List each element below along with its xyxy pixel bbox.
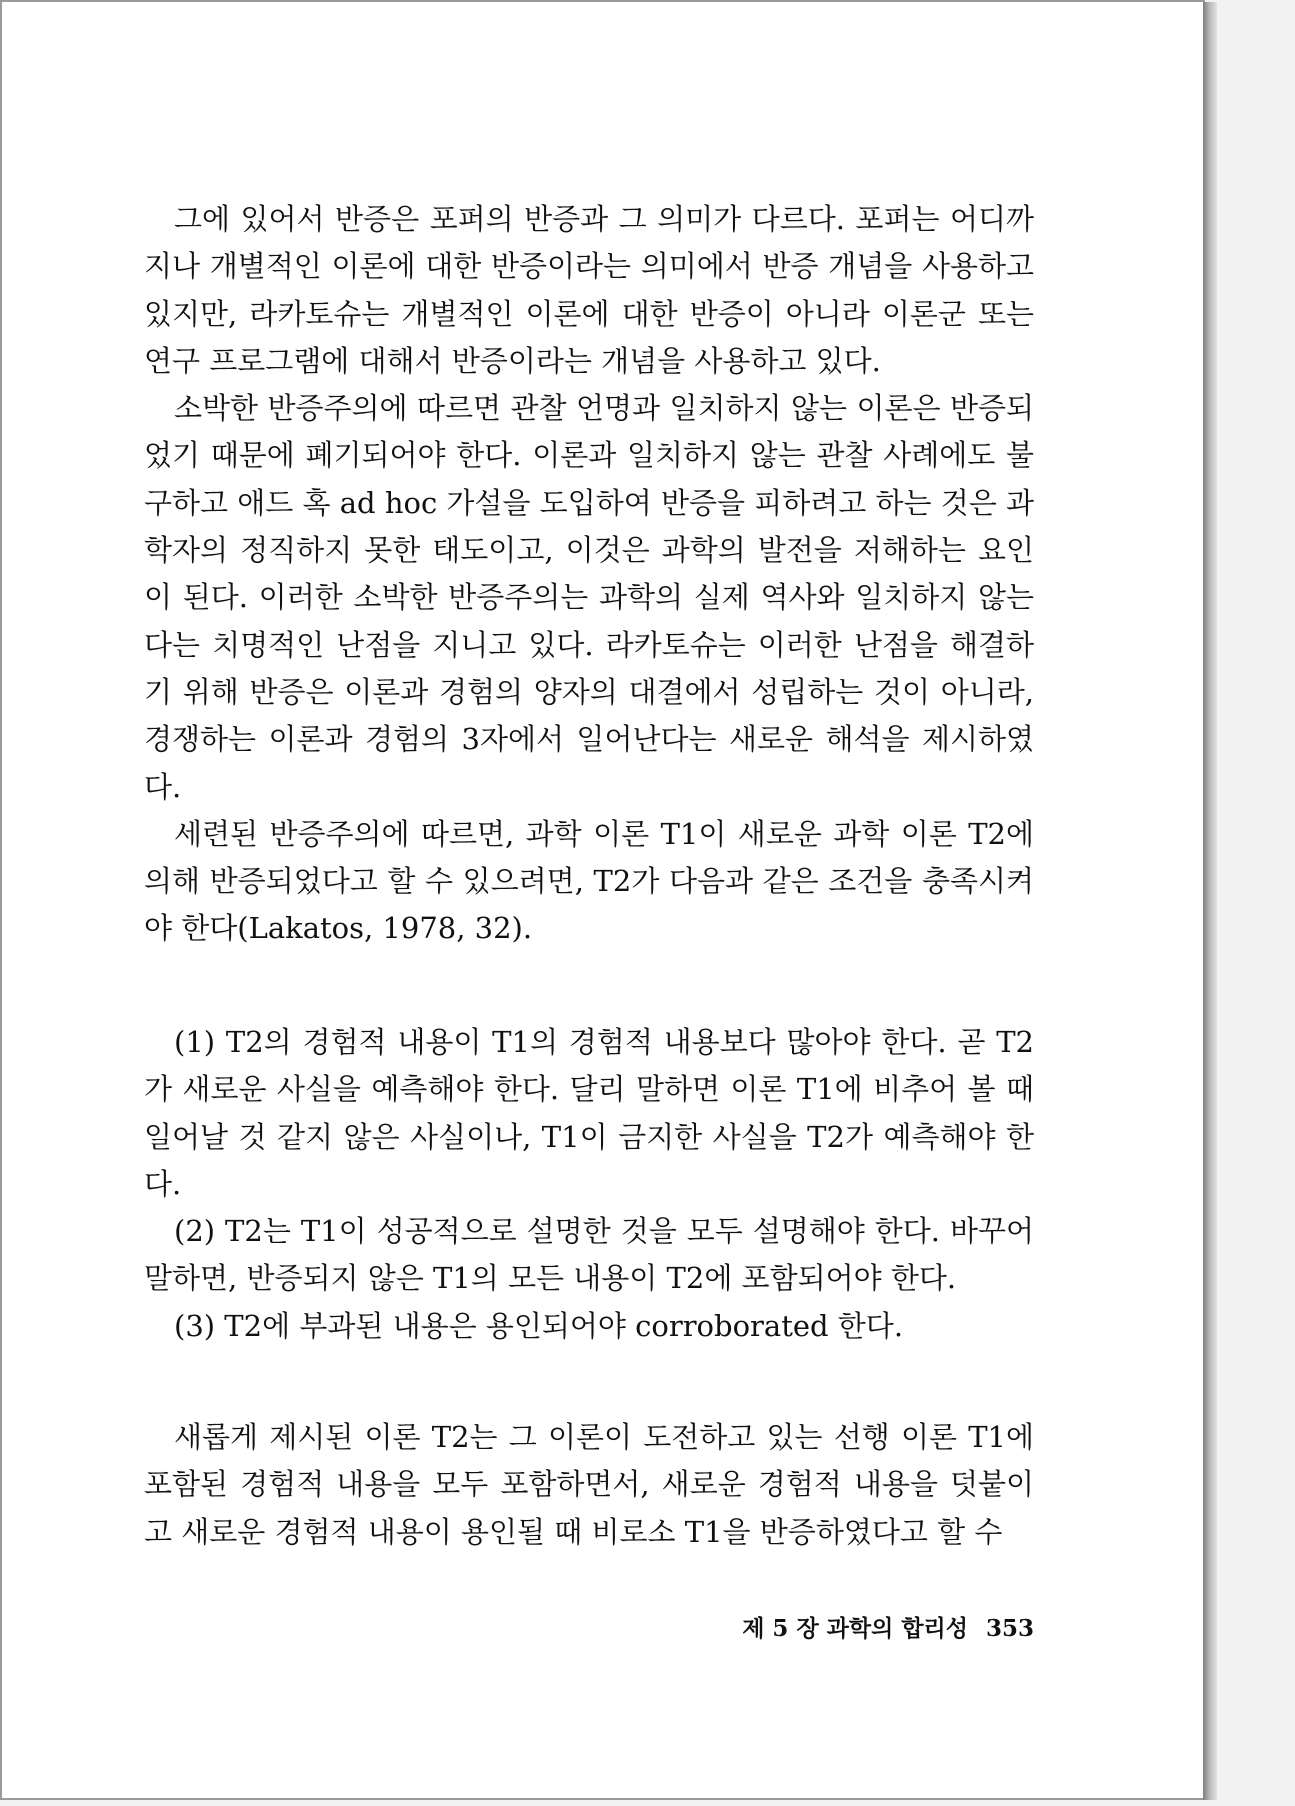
body-text-bottom bbox=[144, 1414, 1034, 1556]
condition-item-2: (2) T2는 T1이 성공적으로 설명한 것을 모두 설명해야 한다. 바꾸어 말하면, 반증되지 않은 T1의 모든 내용이 T2에 포함되어야 한다. bbox=[144, 1214, 1034, 1296]
body-text-top bbox=[144, 196, 1034, 953]
paragraph-naive-falsificationism: 소박한 반증주의에 따르면 관찰 언명과 일치하지 않는 이론은 반증되었기 때문에 폐기되어야 한다. 이론과 일치하지 않는 관찰 사례에도 불구하고 애드 혹 ad hoc 가설을 도입하여 반증을 피하려고 하는 것은 과학자의 정직하지 못한 태도이고, 이것은 과학의 발전을 저해하는 요인이 된다. 이러한 소박한 반증주의는 과학의 실제 역사와 일치하지 않는다는 치명적인 난점을 지니고 있다. 라카토슈는 이러한 난점을 해결하기 위해 반증은 이론과 경험의 양자의 대결에서 성립하는 것이 아니라, 경쟁하는 이론과 경험의 3자에서 일어난다는 새로운 해석을 제시하였다. bbox=[144, 391, 1034, 804]
paragraph-sophisticated-falsificationism: 세련된 반증주의에 따르면, 과학 이론 T1이 새로운 과학 이론 T2에 의해 반증되었다고 할 수 있으려면, T2가 다음과 같은 조건을 충족시켜야 한다(Lakatos, 1978, 32). bbox=[144, 816, 1034, 946]
paragraph-closing: 새롭게 제시된 이론 T2는 그 이론이 도전하고 있는 선행 이론 T1에 포함된 경험적 내용을 모두 포함하면서, 새로운 경험적 내용을 덧붙이고 새로운 경험적 내용이 용인될 때 비로소 T1을 반증하였다고 할 수 bbox=[144, 1420, 1034, 1549]
paragraph-popper-comparison: 그에 있어서 반증은 포퍼의 반증과 그 의미가 다르다. 포퍼는 어디까지나 개별적인 이론에 대한 반증이라는 의미에서 반증 개념을 사용하고 있지만, 라카토슈는 개별적인 이론에 대한 반증이 아니라 이론군 또는 연구 프로그램에 대해서 반증이라는 개념을 사용하고 있다. bbox=[144, 202, 1034, 378]
chapter-title: 제 5 장 과학의 합리성 bbox=[742, 1615, 968, 1642]
page-number: 353 bbox=[985, 1615, 1034, 1642]
condition-item-1: (1) T2의 경험적 내용이 T1의 경험적 내용보다 많아야 한다. 곧 T2가 새로운 사실을 예측해야 한다. 달리 말하면 이론 T1에 비추어 볼 때 일어날 것 같지 않은 사실이나, T1이 금지한 사실을 T2가 예측해야 한다. bbox=[144, 1025, 1034, 1201]
condition-list bbox=[144, 1019, 1034, 1350]
page-edge-shadow bbox=[1203, 2, 1217, 1800]
condition-item-3: (3) T2에 부과된 내용은 용인되어야 corroborated 한다. bbox=[174, 1308, 904, 1343]
page-footer bbox=[602, 1614, 1034, 1644]
